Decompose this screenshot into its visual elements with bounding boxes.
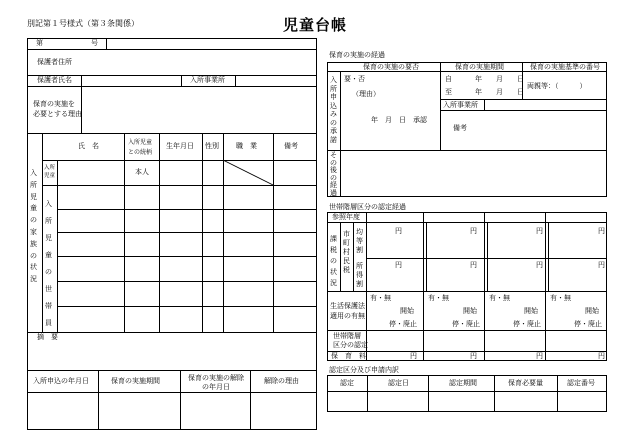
col-cost-no: 保育の実施基準の番号 (530, 63, 600, 71)
from-date: 年 月 日 (475, 75, 524, 83)
fee-label: 保 育 料 (331, 352, 366, 360)
yen-1-1: 円 (395, 227, 402, 235)
bracket-cert-1: 世帯階層 (333, 332, 361, 340)
bottom-header-1: 保育の実施期間 (111, 377, 160, 385)
start-3: 開始 (524, 307, 538, 315)
reason-label-2: 必要とする理由 (33, 110, 82, 118)
progress-title: 保育の実施の経過 (329, 51, 385, 59)
yen-2-2: 円 (470, 261, 477, 269)
guardian-name-label: 保護者氏名 (37, 76, 72, 84)
col-period: 保育の実施期間 (455, 63, 504, 71)
bottom-header-3: 解除の理由 (264, 377, 299, 385)
number-label: 第 (36, 39, 43, 47)
to-label: 至 (445, 88, 452, 96)
fee-yen-4: 円 (598, 352, 605, 360)
cert-header-1: 認定日 (388, 379, 409, 387)
facility-label: 入所事業所 (190, 76, 225, 84)
need-yes-no: 要・否 (344, 75, 365, 83)
right-facility-label: 入所事業所 (443, 101, 478, 109)
col-relation-2: との続柄 (128, 149, 153, 156)
date-approval: 年 月 日 承認 (371, 116, 427, 124)
income-split-label: 所得割 (356, 262, 363, 288)
stop-1: 停・廃止 (389, 320, 417, 328)
stop-4: 停・廃止 (574, 320, 602, 328)
yes-no-2: 有・無 (428, 294, 449, 302)
stop-3: 停・廃止 (513, 320, 541, 328)
equal-split-label: 均等割 (356, 228, 363, 254)
yen-1-4: 円 (598, 227, 605, 235)
cert-header-3: 保育必要量 (508, 379, 543, 387)
summary-label: 摘 要 (37, 333, 58, 341)
bracket-cert-2: 区分の認定 (333, 341, 368, 349)
yes-no-1: 有・無 (370, 294, 391, 302)
page-title: 児童台帳 (283, 16, 348, 34)
col-relation-1: 入所児童 (128, 139, 153, 146)
col-remarks: 備考 (284, 142, 298, 150)
guardian-address-label: 保護者住所 (37, 58, 72, 66)
col-need: 保育の実施の要否 (363, 63, 419, 71)
diagonal-slash (223, 160, 273, 185)
cert-header-4: 認定番号 (567, 379, 595, 387)
bracket-title: 世帯階層区分の認定経過 (329, 203, 406, 211)
cert-header-2: 認定期間 (449, 379, 477, 387)
from-label: 自 (445, 75, 452, 83)
bracket-table (327, 212, 607, 361)
fiscal-year-label: 参照年度 (332, 213, 360, 221)
self-label: 本人 (135, 168, 149, 176)
bottom-header-0: 入所申込の年月日 (33, 377, 89, 385)
yes-no-3: 有・無 (489, 294, 510, 302)
household-label: 入所児童の世帯員 (45, 200, 52, 327)
progress-after-label: その後の経過 (330, 151, 337, 197)
cert-title: 認定区分及び申請内訳 (329, 366, 399, 374)
yen-2-3: 円 (536, 261, 543, 269)
parents-field: 両親等：（ ） (527, 82, 587, 90)
yen-1-2: 円 (470, 227, 477, 235)
form-label: 別記第１号様式（第３条関係） (27, 19, 139, 28)
family-section-label: 入所児童の家族の状況 (30, 169, 37, 284)
number-suffix: 号 (91, 39, 98, 47)
application-label: 入所申込みの承諾 (330, 76, 337, 144)
yen-2-1: 円 (395, 261, 402, 269)
yes-no-4: 有・無 (550, 294, 571, 302)
bottom-header-2: 保育の実施の解除の年月日 (188, 374, 244, 391)
child-label: 入所児童 (44, 165, 56, 179)
yen-2-4: 円 (598, 261, 605, 269)
welfare-label-1: 生活保護法 (330, 302, 365, 310)
col-name: 氏 名 (78, 142, 99, 150)
col-sex: 性別 (205, 142, 219, 150)
cert-header-0: 認定 (340, 379, 354, 387)
welfare-label-2: 適用の有無 (330, 312, 365, 320)
stop-2: 停・廃止 (452, 320, 480, 328)
reason-label-1: 保育の実施を (33, 100, 75, 108)
reason-paren: （理由） (352, 90, 380, 98)
start-1: 開始 (400, 307, 414, 315)
start-2: 開始 (463, 307, 477, 315)
col-job: 職 業 (236, 142, 257, 150)
col-birth: 生年月日 (166, 142, 194, 150)
fee-yen-2: 円 (470, 352, 477, 360)
municipal-tax-label: 市町村民税 (343, 230, 350, 274)
to-date: 年 月 日 (475, 88, 524, 96)
yen-1-3: 円 (536, 227, 543, 235)
right-remarks-label: 備考 (453, 124, 467, 132)
tax-status-label: 課税の状況 (330, 235, 337, 287)
fee-yen-1: 円 (410, 352, 417, 360)
start-4: 開始 (585, 307, 599, 315)
fee-yen-3: 円 (536, 352, 543, 360)
